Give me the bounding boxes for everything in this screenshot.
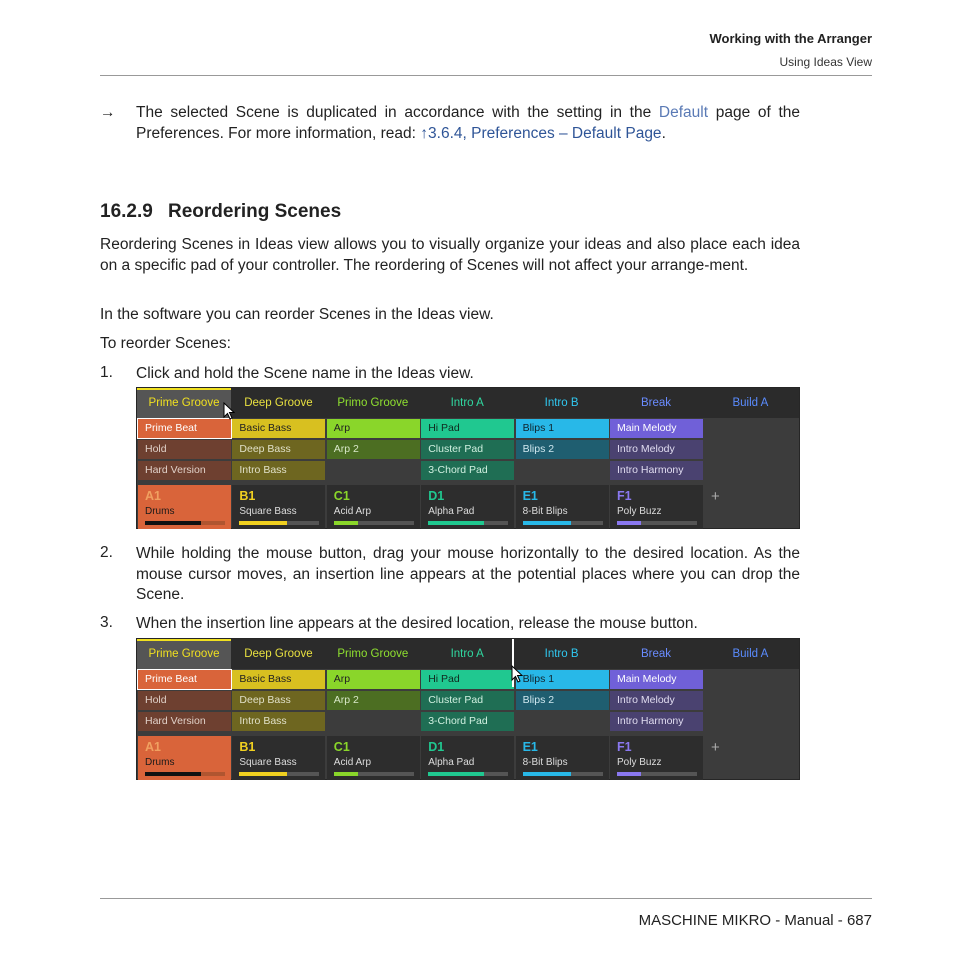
group-level-bar [428,521,508,525]
section-heading [100,201,341,223]
group-level-fill [428,772,484,776]
group-name: Acid Arp [333,506,372,517]
step-1-text: Click and hold the Scene name in the Ideas view. [136,365,474,382]
clip-cell[interactable]: Deep Bass [232,691,325,710]
group-letter: E1 [522,740,538,754]
group-level-bar [523,521,603,525]
group-name: Alpha Pad [428,757,475,768]
scene-row [137,639,799,669]
group-slot-a1[interactable] [138,736,231,780]
group-name: Alpha Pad [428,506,475,517]
intro-text-b: page of the Preferences. For more information, read: [136,104,801,142]
scene-tab-2[interactable]: Deep Groove [244,648,313,660]
group-letter: D1 [428,489,445,503]
intro-text-c: . [661,124,666,142]
scene-tab-5[interactable]: Intro B [544,397,579,409]
group-level-bar [428,772,508,776]
group-name: Poly Buzz [617,506,662,517]
clip-cell[interactable]: Cluster Pad [421,691,514,710]
group-letter: D1 [428,740,445,754]
group-level-bar [334,521,414,525]
group-name: Drums [145,757,175,768]
group-letter: C1 [333,740,350,754]
group-letter: A1 [145,740,161,754]
step-3-text: When the insertion line appears at the desired location, release the mouse button. [136,615,698,632]
group-level-fill [428,521,484,525]
clip-cell[interactable]: Arp 2 [327,440,420,459]
group-slot-b1[interactable] [232,485,325,529]
clip-cell[interactable]: Blips 1 [516,419,609,438]
group-level-bar [145,772,225,776]
ideas-view-1 [136,387,800,529]
clip-cell[interactable]: Arp [327,419,420,438]
clip-cell[interactable]: Hold [138,691,231,710]
page-footer: MASCHINE MIKRO - Manual - 687 [638,912,872,929]
scene-tab-6[interactable]: Break [640,397,672,409]
clip-cell[interactable]: Arp 2 [327,691,420,710]
section-title: Reordering Scenes [168,201,342,222]
group-level-fill [334,521,358,525]
clip-cell[interactable]: 3-Chord Pad [421,461,514,480]
scene-tab-7[interactable]: Build A [732,397,769,409]
clip-empty [516,712,609,731]
group-letter: F1 [617,740,632,754]
group-level-fill [617,772,641,776]
scene-tab-3[interactable]: Primo Groove [337,397,409,409]
group-name: Acid Arp [333,757,372,768]
clip-cell[interactable]: Main Melody [610,419,703,438]
clip-cell[interactable]: Hard Version [138,461,231,480]
clip-empty [516,461,609,480]
group-level-fill [523,772,571,776]
group-level-bar [617,521,697,525]
group-slot-f1[interactable] [610,485,703,529]
group-level-fill [523,521,571,525]
clip-cell[interactable]: Intro Bass [232,461,325,480]
scene-tab-6[interactable]: Break [640,648,672,660]
step-3-number: 3. [100,614,113,631]
clip-cell[interactable]: Hi Pad [421,670,514,689]
group-slot-e1[interactable] [516,736,609,780]
group-name: 8-Bit Blips [522,757,568,768]
group-level-fill [145,521,201,525]
clip-cell[interactable]: Hold [138,440,231,459]
group-letter: A1 [145,489,161,503]
scene-tab-2[interactable]: Deep Groove [244,397,313,409]
group-level-fill [145,772,201,776]
clip-cell[interactable]: Arp [327,670,420,689]
group-slot-f1[interactable] [610,736,703,780]
step-1-number: 1. [100,364,113,381]
group-level-fill [334,772,358,776]
paragraph-1: Reordering Scenes in Ideas view allows you to visually organize your ideas and also place each idea on a specific pad of your controller. The reordering of Scenes will not affect your arrange-ment. [100,236,800,274]
step-2-text: While holding the mouse button, drag your mouse horizontally to the desired location. As the mouse cursor moves, an insertion line appears at the potential places where you can drop the Scene. [136,545,800,603]
scene-tab-5[interactable]: Intro B [544,648,579,660]
clip-cell[interactable]: Hi Pad [421,419,514,438]
clip-cell[interactable]: Prime Beat [138,670,231,689]
scene-row [137,388,799,418]
scene-tab-1[interactable]: Prime Groove [137,639,231,669]
clip-cell[interactable]: Blips 1 [516,670,609,689]
group-slot-e1[interactable] [516,485,609,529]
paragraph-2: In the software you can reorder Scenes in the Ideas view. [100,306,494,323]
clip-cell[interactable]: Basic Bass [232,670,325,689]
group-slot-d1[interactable] [421,485,514,529]
group-name: Poly Buzz [617,757,662,768]
group-letter: F1 [617,489,632,503]
header-rule [100,75,872,76]
group-level-bar [523,772,603,776]
group-level-bar [239,772,319,776]
group-name: Drums [145,506,175,517]
group-slot-d1[interactable] [421,736,514,780]
group-level-fill [617,521,641,525]
mouse-cursor-icon [223,402,235,420]
clip-cell[interactable]: Basic Bass [232,419,325,438]
clip-cell[interactable]: Intro Harmony [610,712,703,731]
group-slot-c1[interactable] [327,485,420,529]
clip-cell[interactable]: Blips 2 [516,440,609,459]
clip-cell[interactable]: Intro Harmony [610,461,703,480]
clip-cell[interactable]: Intro Melody [610,691,703,710]
group-letter: B1 [239,740,256,754]
group-letter: B1 [239,489,256,503]
footer-rule [100,898,872,899]
result-arrow: → [100,104,116,121]
clip-cell[interactable]: Intro Melody [610,440,703,459]
group-level-bar [145,521,225,525]
scene-tab-1[interactable]: Prime Groove [137,388,231,418]
preferences-link[interactable]: ↑3.6.4, Preferences – Default Page [420,124,662,142]
scene-tab-3[interactable]: Primo Groove [337,648,409,660]
intro-text-a: The selected Scene is duplicated in accordance with the setting in the [136,104,659,121]
group-slot-a1[interactable] [138,485,231,529]
scene-tab-7[interactable]: Build A [732,648,769,660]
group-level-bar [617,772,697,776]
group-level-fill [239,772,287,776]
intro-paragraph [136,103,800,144]
section-number: 16.2.9 [100,201,153,222]
clip-cell[interactable]: Deep Bass [232,440,325,459]
scene-tab-4[interactable]: Intro A [450,397,484,409]
clip-cell[interactable]: Cluster Pad [421,440,514,459]
group-name: 8-Bit Blips [522,506,568,517]
scene-tab-4[interactable]: Intro A [450,648,484,660]
clip-cell[interactable]: Prime Beat [138,419,231,438]
group-level-bar [239,521,319,525]
group-name: Square Bass [239,506,297,517]
group-name: Square Bass [239,757,297,768]
clip-cell[interactable]: Intro Bass [232,712,325,731]
group-slot-b1[interactable] [232,736,325,780]
ideas-view-2 [136,638,800,780]
default-term: Default [658,104,709,121]
add-group-icon[interactable]: + [711,739,720,756]
running-header-subtitle: Using Ideas View [779,55,872,69]
paragraph-3: To reorder Scenes: [100,335,231,352]
clip-cell[interactable]: 3-Chord Pad [421,712,514,731]
step-2-number: 2. [100,544,113,561]
clip-cell[interactable]: Hard Version [138,712,231,731]
mouse-cursor-icon [511,665,523,683]
clip-cell[interactable]: Blips 2 [516,691,609,710]
group-level-bar [334,772,414,776]
group-level-fill [239,521,287,525]
group-letter: C1 [333,489,350,503]
group-slot-c1[interactable] [327,736,420,780]
add-group-icon[interactable]: + [711,488,720,505]
group-letter: E1 [522,489,538,503]
clip-empty [327,712,420,731]
running-header-title: Working with the Arranger [709,31,872,46]
clip-cell[interactable]: Main Melody [610,670,703,689]
clip-empty [327,461,420,480]
